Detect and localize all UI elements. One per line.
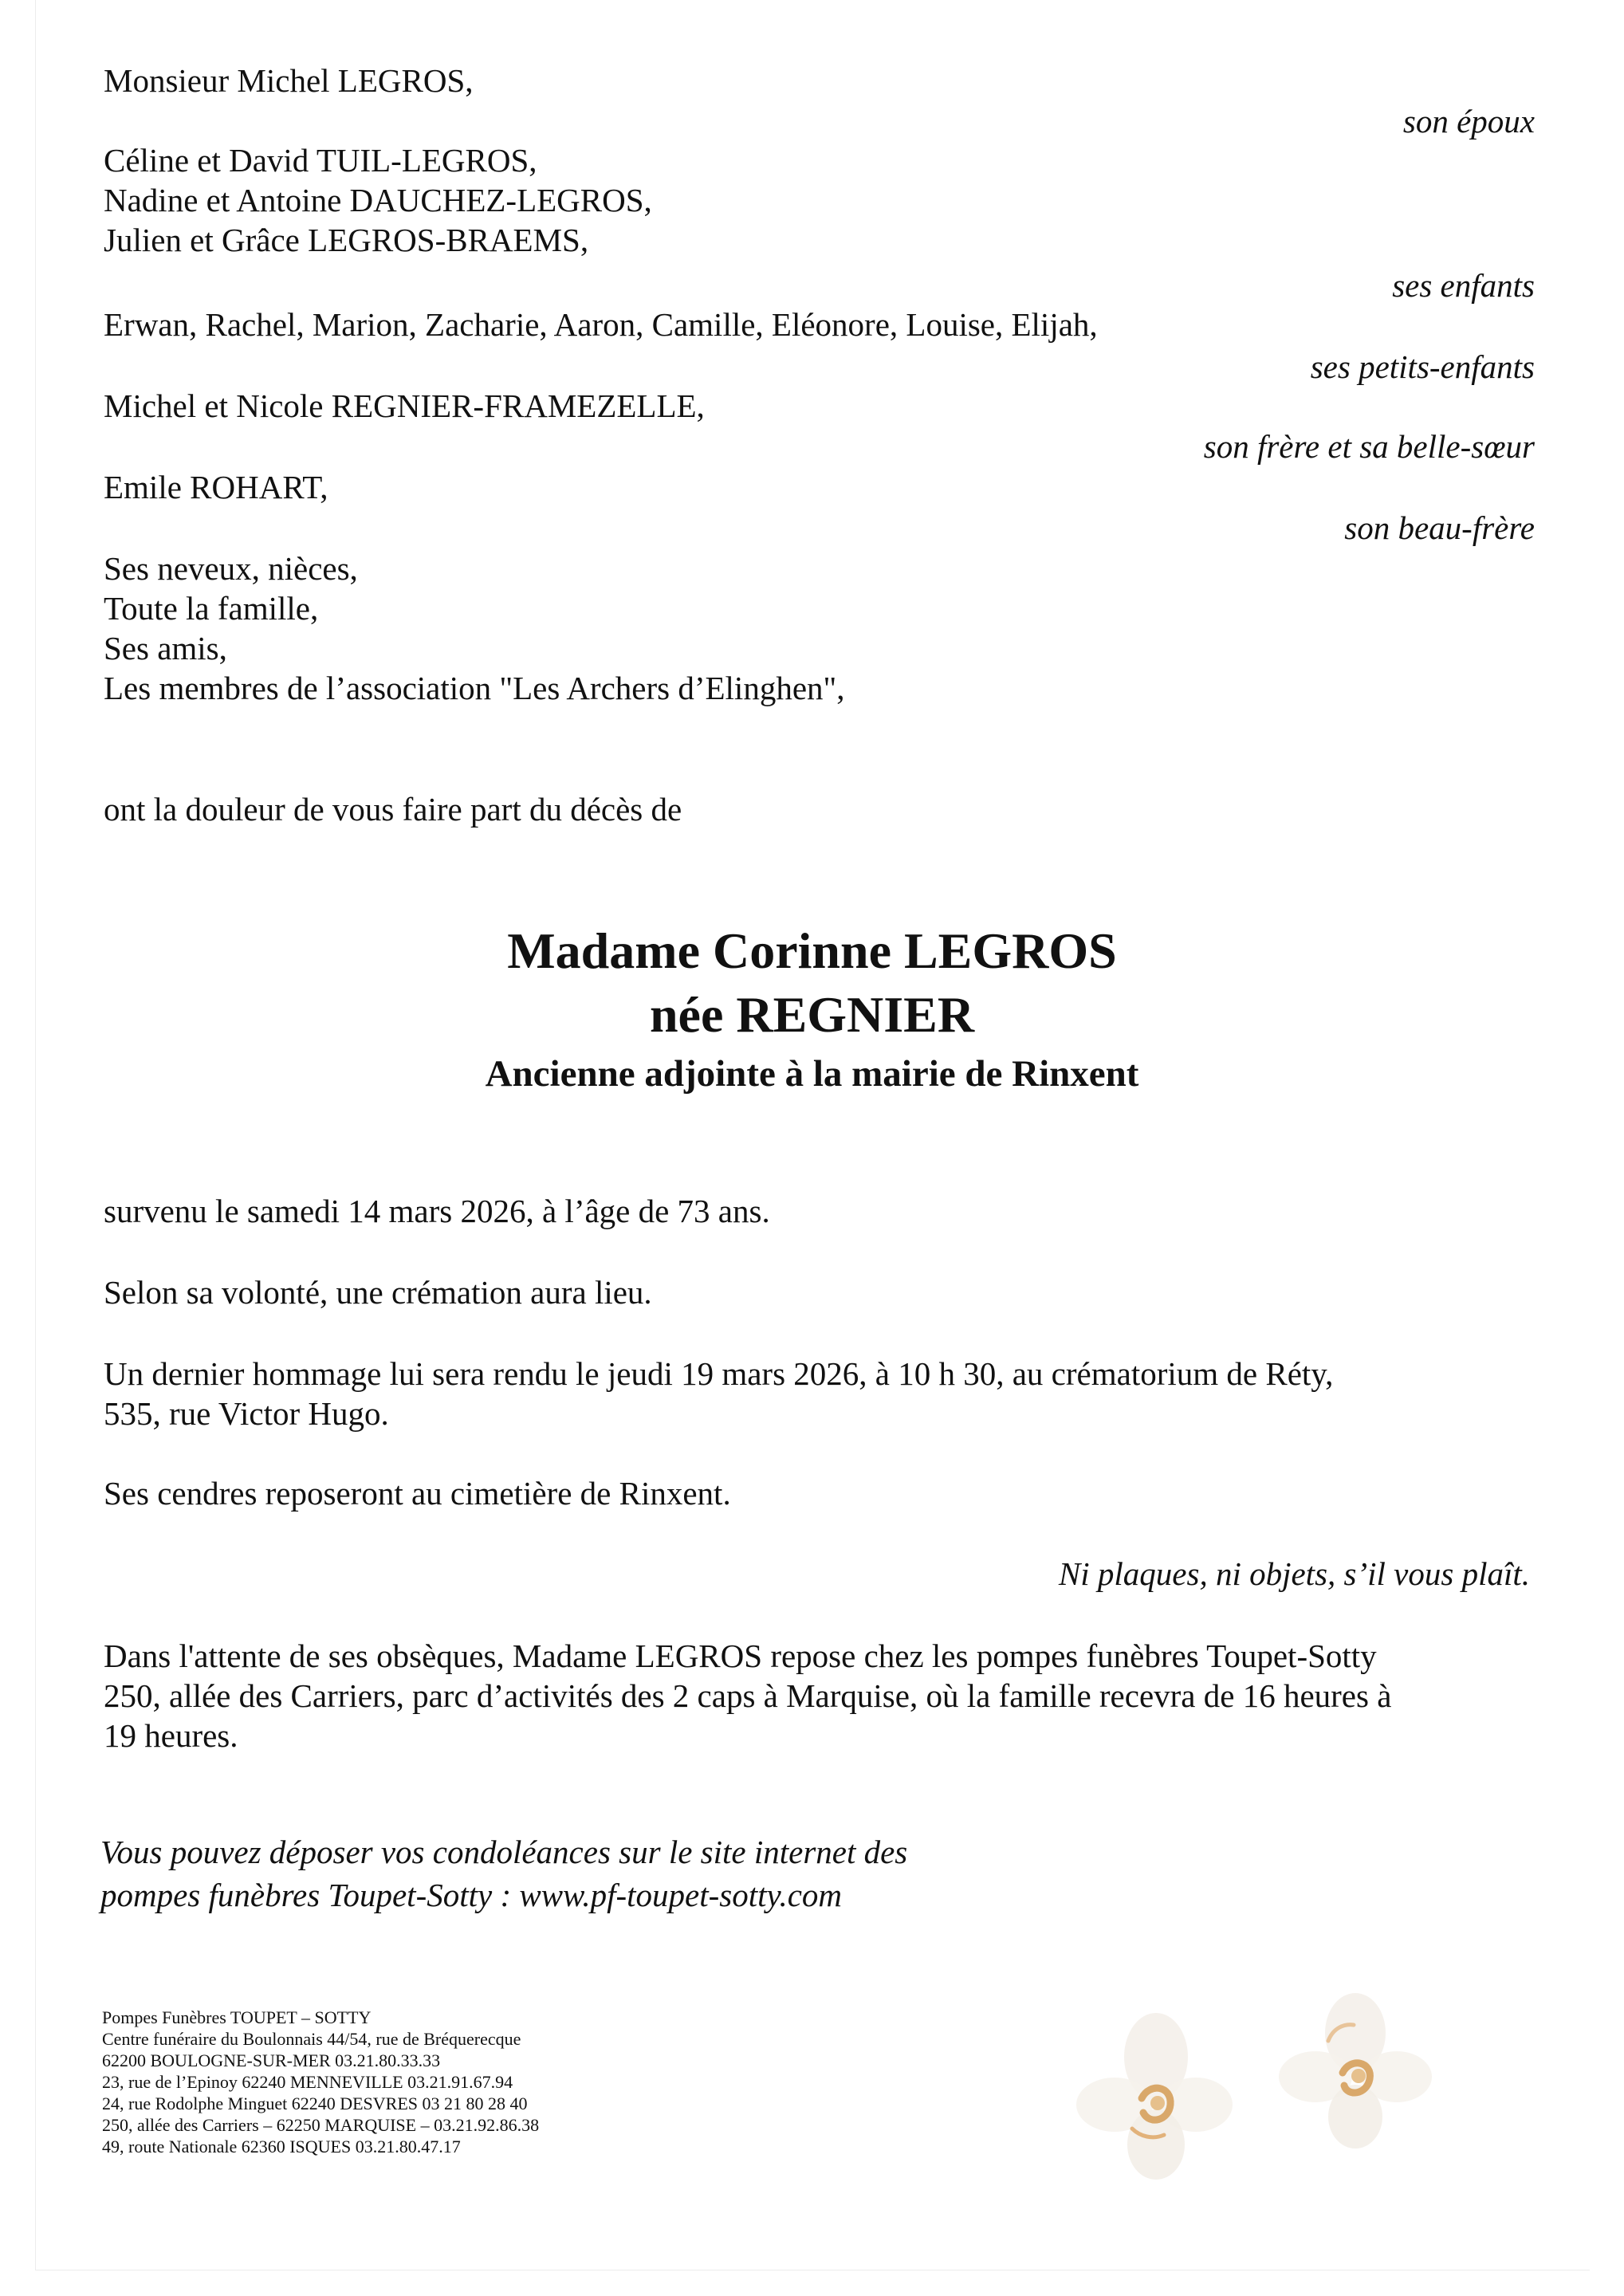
family-line-sibling: Michel et Nicole REGNIER-FRAMEZELLE, — [104, 387, 705, 424]
deceased-title: Ancienne adjointe à la mairie de Rinxent — [485, 1053, 1139, 1095]
condolences-line-1: Vous pouvez déposer vos condoléances sur le site internet des — [100, 1834, 908, 1870]
orchid-flower-left-icon — [1076, 2009, 1236, 2184]
footer-company: Pompes Funèbres TOUPET – SOTTY — [102, 2007, 372, 2027]
tribute-detail-line-1: Un dernier hommage lui sera rendu le jeudi 19 mars 2026, à 10 h 30, au crématorium de Réty, — [104, 1355, 1334, 1392]
rest-detail-line-2: 250, allée des Carriers, parc d’activités des 2 caps à Marquise, où la famille recevra de 16 heures à — [104, 1677, 1392, 1714]
family-line-child-3: Julien et Grâce LEGROS-BRAEMS, — [104, 222, 589, 258]
no-flowers-note: Ni plaques, ni objets, s’il vous plaît. — [1058, 1555, 1530, 1592]
rest-detail-line-3: 19 heures. — [104, 1717, 238, 1754]
orchid-flower-right-icon — [1276, 1993, 1435, 2152]
deceased-name: Madame Corinne LEGROS — [507, 922, 1117, 979]
tribute-detail-line-2: 535, rue Victor Hugo. — [104, 1395, 389, 1432]
family-line-family: Toute la famille, — [104, 590, 319, 627]
family-line-child-2: Nadine et Antoine DAUCHEZ-LEGROS, — [104, 182, 652, 218]
family-line-nephews: Ses neveux, nièces, — [104, 550, 358, 587]
family-line-grandchildren: Erwan, Rachel, Marion, Zacharie, Aaron, Camille, Eléonore, Louise, Elijah, — [104, 306, 1098, 343]
relation-grandchildren: ses petits-enfants — [1310, 348, 1535, 385]
relation-spouse: son époux — [1402, 103, 1535, 140]
footer-address-2: 62200 BOULOGNE-SUR-MER 03.21.80.33.33 — [102, 2050, 441, 2070]
cremation-detail: Selon sa volonté, une crémation aura lieu. — [104, 1274, 652, 1311]
announcement-text: ont la douleur de vous faire part du décès de — [104, 791, 682, 828]
family-line-friends: Ses amis, — [104, 630, 227, 666]
relation-children: ses enfants — [1392, 267, 1535, 304]
relation-brother-in-law: son beau-frère — [1344, 509, 1535, 546]
footer-address-5: 250, allée des Carriers – 62250 MARQUISE – 03.21.92.86.38 — [102, 2115, 540, 2135]
deceased-maiden-name: née REGNIER — [649, 986, 975, 1043]
family-line-spouse: Monsieur Michel LEGROS, — [104, 62, 474, 99]
death-detail: survenu le samedi 14 mars 2026, à l’âge de 73 ans. — [104, 1193, 770, 1229]
rest-detail-line-1: Dans l'attente de ses obsèques, Madame LEGROS repose chez les pompes funèbres Toupet-Sotty — [104, 1637, 1377, 1674]
family-line-child-1: Céline et David TUIL-LEGROS, — [104, 142, 537, 179]
ashes-detail: Ses cendres reposeront au cimetière de Rinxent. — [104, 1475, 731, 1512]
condolences-line-2: pompes funèbres Toupet-Sotty : www.pf-toupet-sotty.com — [100, 1877, 843, 1913]
relation-sibling: son frère et sa belle-sœur — [1203, 428, 1535, 465]
footer-address-4: 24, rue Rodolphe Minguet 62240 DESVRES 03 21 80 28 40 — [102, 2094, 528, 2113]
family-line-association: Les membres de l’association "Les Archers d’Elinghen", — [104, 670, 845, 706]
footer-address-3: 23, rue de l’Epinoy 62240 MENNEVILLE 03.21.91.67.94 — [102, 2072, 513, 2092]
family-line-brother-in-law: Emile ROHART, — [104, 469, 328, 505]
footer-address-6: 49, route Nationale 62360 ISQUES 03.21.80.47.17 — [102, 2137, 461, 2156]
footer-address-1: Centre funéraire du Boulonnais 44/54, rue de Bréquerecque — [102, 2029, 521, 2049]
